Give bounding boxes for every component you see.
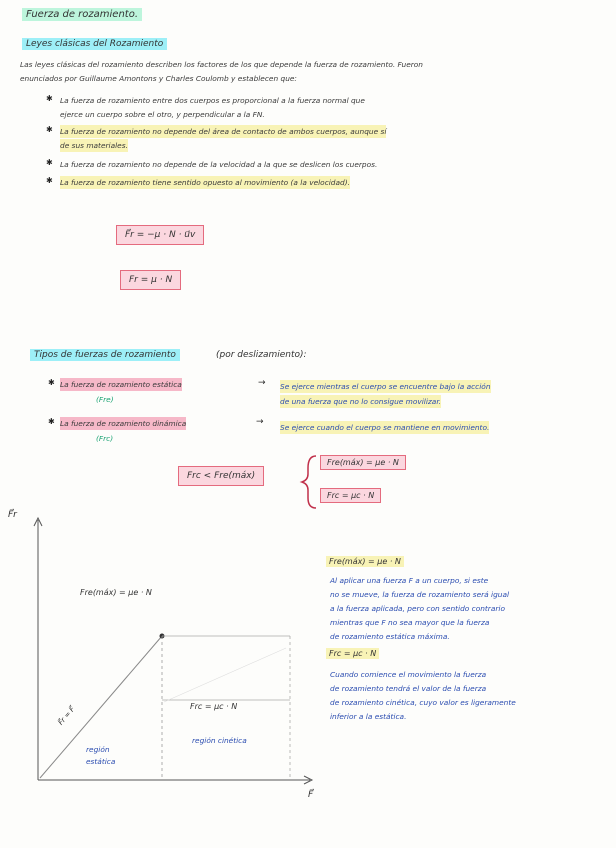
graph-static-max-label: Fre(máx) = μe · N — [80, 588, 152, 597]
graph-region-kinetic: región cinética — [192, 736, 247, 745]
brace-shape — [302, 456, 316, 508]
note-static-line2: no se mueve, la fuerza de rozamiento será igual — [330, 590, 510, 599]
section-types-heading: Tipos de fuerzas de rozamiento — [30, 349, 180, 361]
static-friction-desc-line1: Se ejerce mientras el cuerpo se encuentre bajo la acción — [280, 382, 491, 391]
formula-scalar: Fr = μ · N — [120, 270, 181, 290]
section-laws-heading: Leyes clásicas del Rozamiento — [22, 38, 167, 50]
note-static-line3: a la fuerza aplicada, pero con sentido contrario — [330, 604, 505, 613]
note-kinetic-line1: Cuando comience el movimiento la fuerza — [330, 670, 487, 679]
note-kinetic-title: Frc = μc · N — [326, 648, 379, 659]
section-types-heading-suffix: (por deslizamiento): — [216, 350, 307, 360]
law-1-line1: La fuerza de rozamiento entre dos cuerpos es proporcional a la fuerza normal que — [60, 96, 365, 105]
asterisk-icon: ✱ — [46, 176, 53, 185]
graph-x-label: F⃗ — [308, 790, 314, 800]
arrow-right-icon: → — [256, 417, 264, 427]
brace-formula-top: Fre(máx) = μe · N — [320, 455, 406, 470]
graph-kinetic-label: Frc = μc · N — [190, 702, 238, 711]
faint-guide — [164, 648, 286, 702]
asterisk-icon: ✱ — [46, 125, 53, 134]
formula-vector: F⃗r = −μ · N · u⃗v — [116, 225, 204, 245]
note-static-title: Fre(máx) = μe · N — [326, 556, 404, 567]
asterisk-icon: ✱ — [46, 94, 53, 103]
kinetic-friction-symbol: (Frc) — [96, 434, 114, 443]
asterisk-icon: ✱ — [48, 417, 55, 426]
note-kinetic-line2: de rozamiento tendrá el valor de la fuerza — [330, 684, 487, 693]
note-static-line4: mientras que F no sea mayor que la fuerza — [330, 618, 490, 627]
note-static-line5: de rozamiento estática máxima. — [330, 632, 450, 641]
law-1-line2: ejerce un cuerpo sobre el otro, y perpendicular a la FN. — [60, 110, 265, 119]
note-static-line1: Al aplicar una fuerza F a un cuerpo, si este — [330, 576, 489, 585]
page-title: Fuerza de rozamiento. — [22, 8, 142, 21]
kinetic-friction-name: La fuerza de rozamiento dinámica — [60, 419, 187, 428]
inequality-formula: Frc < Fre(máx) — [178, 466, 264, 486]
law-2-line1: La fuerza de rozamiento no depende del área de contacto de ambos cuerpos, aunque sí — [60, 127, 387, 136]
law-3: La fuerza de rozamiento no depende de la velocidad a la que se deslicen los cuerpos. — [60, 160, 378, 169]
asterisk-icon: ✱ — [48, 378, 55, 387]
law-2-line2: de sus materiales. — [60, 141, 128, 150]
brace-formula-bottom: Frc = μc · N — [320, 488, 381, 503]
static-friction-name: La fuerza de rozamiento estática — [60, 380, 182, 389]
note-kinetic-line4: inferior a la estática. — [330, 712, 407, 721]
asterisk-icon: ✱ — [46, 158, 53, 167]
graph-diagonal-label: F⃗r = F⃗ — [56, 705, 77, 727]
graph-y-label: F⃗r — [8, 510, 17, 520]
law-4: La fuerza de rozamiento tiene sentido opuesto al movimiento (a la velocidad). — [60, 178, 350, 187]
laws-intro-line1: Las leyes clásicas del rozamiento describen los factores de los que depende la fuerza de rozamiento. Fueron — [20, 60, 423, 69]
static-friction-desc-line2: de una fuerza que no lo consigue movilizar. — [280, 397, 442, 406]
note-kinetic-line3: de rozamiento cinética, cuyo valor es ligeramente — [330, 698, 516, 707]
kinetic-friction-desc: Se ejerce cuando el cuerpo se mantiene en movimiento. — [280, 423, 490, 432]
laws-intro-line2: enunciados por Guillaume Amontons y Charles Coulomb y establecen que: — [20, 74, 297, 83]
arrow-right-icon: → — [258, 378, 266, 388]
static-friction-symbol: (Fre) — [96, 395, 114, 404]
graph-region-static: región estática — [86, 745, 116, 766]
